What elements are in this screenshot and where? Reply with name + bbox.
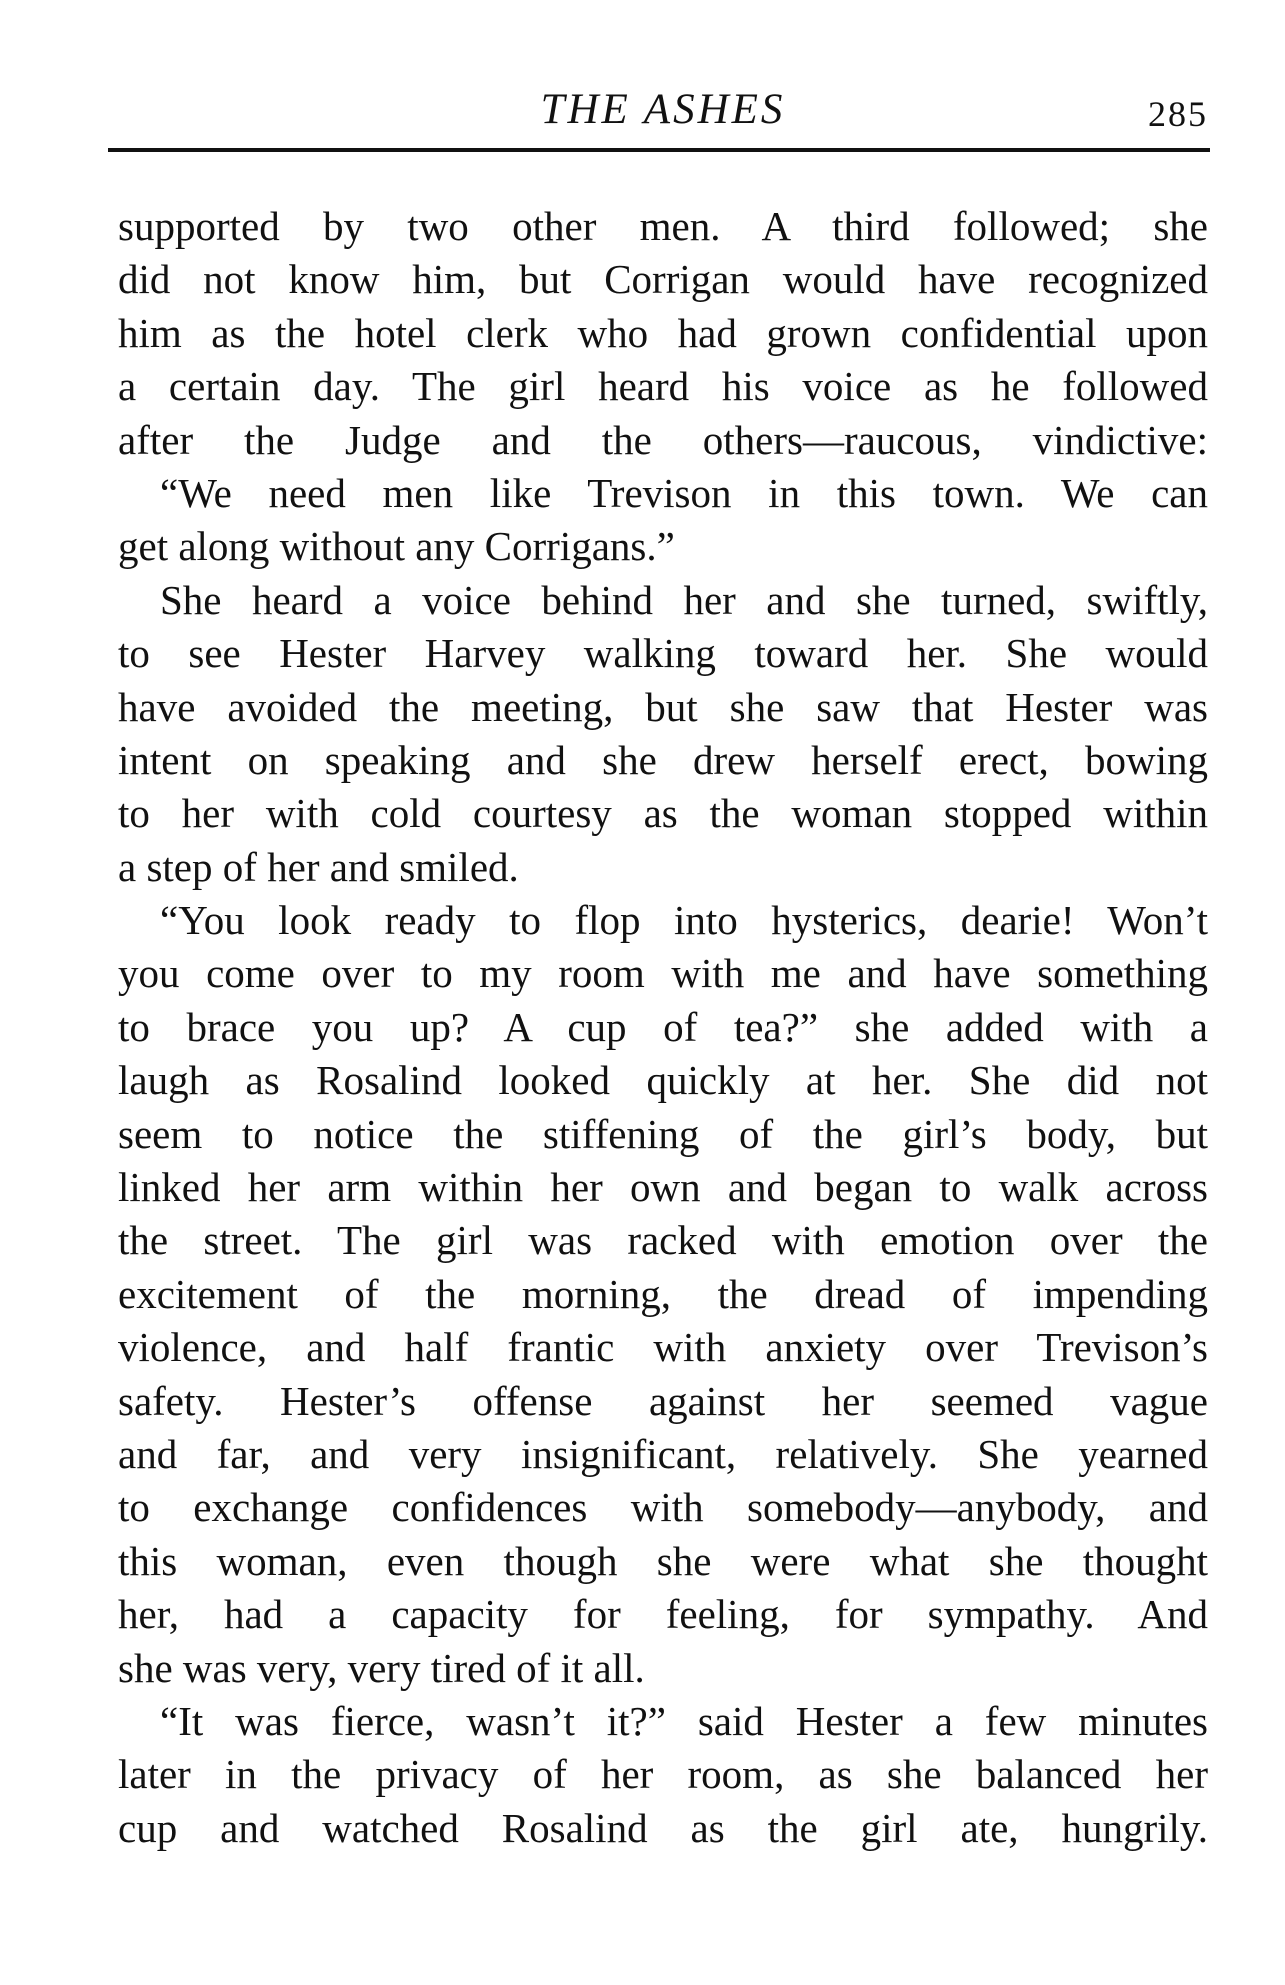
text-line: “You look ready to flop into hysterics, dearie! Won’t: [160, 897, 1208, 944]
header-rule: [108, 148, 1210, 152]
text-line: later in the privacy of her room, as she balanced her: [118, 1751, 1208, 1798]
text-line: a step of her and smiled.: [118, 843, 519, 890]
text-line: after the Judge and the others—raucous, vindictive:: [118, 416, 1208, 463]
text-line: to her with cold courtesy as the woman stopped within: [118, 790, 1208, 837]
text-line: laugh as Rosalind looked quickly at her. She did not: [118, 1057, 1208, 1104]
text-line: you come over to my room with me and have something: [118, 950, 1208, 997]
body-text: [118, 200, 1208, 1855]
text-line: this woman, even though she were what she thought: [118, 1537, 1208, 1584]
text-line: excitement of the morning, the dread of impending: [118, 1270, 1208, 1317]
text-line: violence, and half frantic with anxiety over Trevison’s: [118, 1324, 1208, 1371]
page-number: 285: [1148, 94, 1208, 134]
text-line: to brace you up? A cup of tea?” she added with a: [118, 1003, 1208, 1050]
text-line: She heard a voice behind her and she turned, swiftly,: [160, 576, 1208, 623]
text-line: safety. Hester’s offense against her seemed vague: [118, 1377, 1208, 1424]
text-line: intent on speaking and she drew herself erect, bowing: [118, 736, 1208, 783]
text-line: linked her arm within her own and began to walk across: [118, 1164, 1208, 1211]
text-line: to exchange confidences with somebody—anybody, and: [118, 1484, 1208, 1531]
text-line: did not know him, but Corrigan would have recognized: [118, 256, 1208, 303]
text-line: supported by two other men. A third followed; she: [118, 203, 1208, 249]
text-line: she was very, very tired of it all.: [118, 1644, 645, 1691]
running-header: [118, 82, 1208, 138]
text-line: have avoided the meeting, but she saw that Hester was: [118, 683, 1208, 730]
text-line: the street. The girl was racked with emotion over the: [118, 1217, 1208, 1264]
text-line: and far, and very insignificant, relatively. She yearned: [118, 1430, 1208, 1477]
text-line: a certain day. The girl heard his voice as he followed: [118, 363, 1208, 410]
running-title: THE ASHES: [540, 86, 786, 133]
text-line: seem to notice the stiffening of the girl’s body, but: [118, 1110, 1208, 1157]
text-line: to see Hester Harvey walking toward her. She would: [118, 630, 1208, 677]
text-line: “We need men like Trevison in this town. We can: [160, 469, 1208, 516]
text-line: her, had a capacity for feeling, for sympathy. And: [118, 1591, 1208, 1638]
text-line: get along without any Corrigans.”: [118, 523, 675, 570]
text-line: cup and watched Rosalind as the girl ate, hungrily.: [118, 1804, 1208, 1851]
text-line: “It was fierce, wasn’t it?” said Hester a few minutes: [160, 1697, 1208, 1744]
text-line: him as the hotel clerk who had grown confidential upon: [118, 309, 1208, 356]
